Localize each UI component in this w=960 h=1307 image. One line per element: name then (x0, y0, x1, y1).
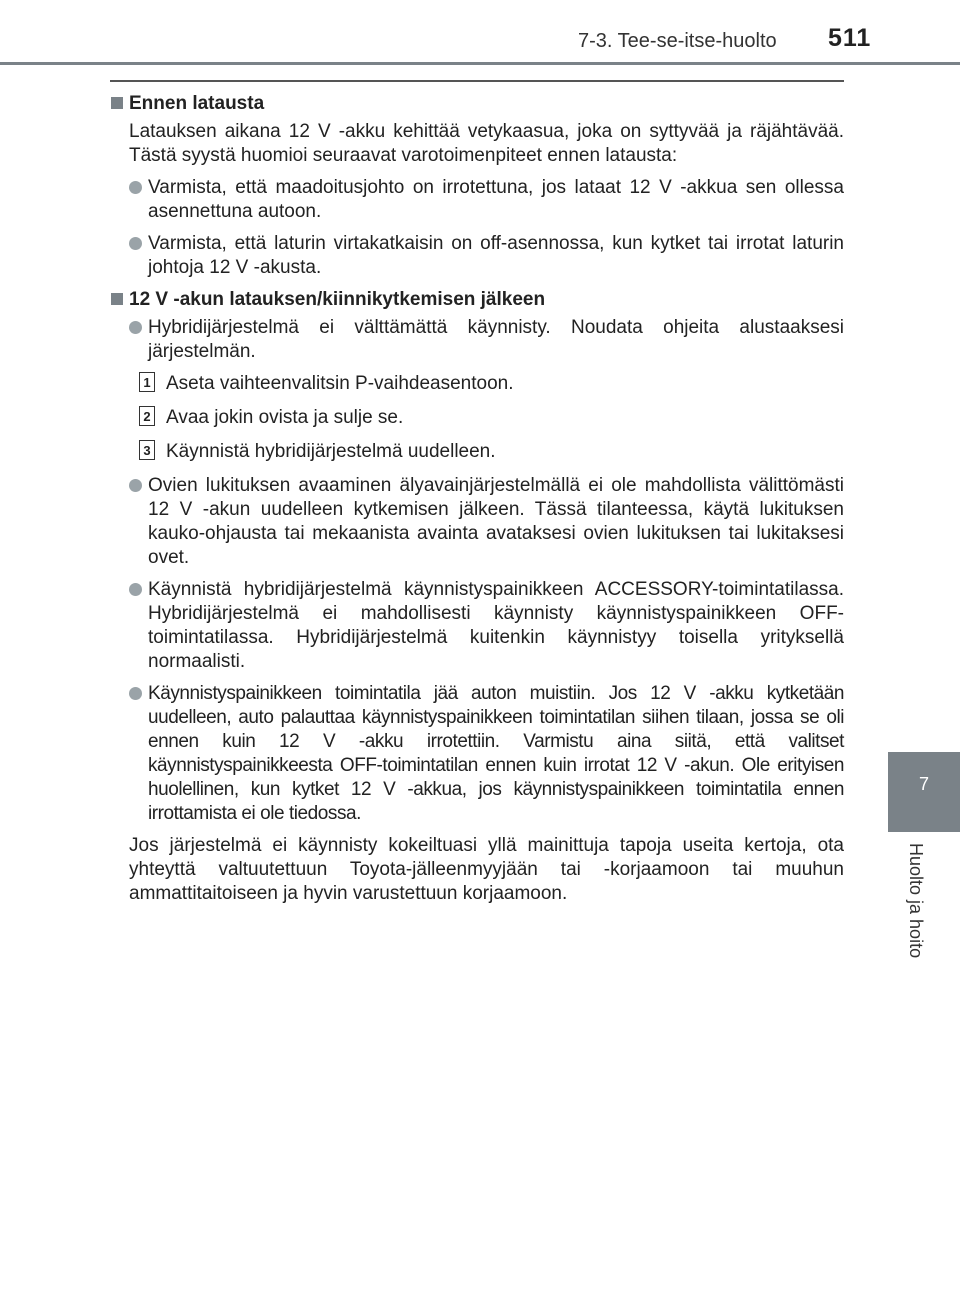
step-number-box: 2 (139, 406, 155, 426)
bullet-item (110, 682, 844, 826)
bullet-dot-icon (129, 181, 142, 194)
bullet-text: Varmista, että laturin virtakatkaisin on off-asennossa, kun kytket tai irrotat laturin johtoja 12 V -akusta. (148, 233, 844, 278)
page-number: 511 (828, 24, 872, 52)
step-text: Avaa jokin ovista ja sulje se. (166, 407, 404, 428)
step-item (110, 372, 844, 406)
bullet-text: Varmista, että maadoitusjohto on irrotettuna, jos lataat 12 V -akkua sen ollessa asennettuna autoon. (148, 177, 844, 222)
bullet-dot-icon (129, 687, 142, 700)
bullet-text: Ovien lukituksen avaaminen älyavainjärjestelmällä ei ole mahdollista välittömästi 12 V -akun uudelleen kytkemisen jälkeen. Tässä tilanteessa, käytä lukituksen kauko-ohjausta tai mekaanista avainta avataksesi ovien lukituksen tai lukitaksesi ovet. (148, 475, 844, 568)
bullet-item (110, 578, 844, 674)
step-item (110, 440, 844, 474)
page-content (110, 92, 844, 914)
bullet-item (110, 316, 844, 364)
section-intro: Latauksen aikana 12 V -akku kehittää vetykaasua, joka on syttyvää ja räjähtävää. Tästä syystä huomioi seuraavat varotoimenpiteet ennen latausta: (129, 121, 844, 166)
bullet-text: Käynnistä hybridijärjestelmä käynnistyspainikkeen ACCESSORY-toimintatilassa. Hybridijärjestelmä ei mahdollisesti käynnisty käynnistyspainikkeen OFF-toimintatilassa. Hybridijärjestelmä kuitenkin käynnistyy toisella yrityksellä normaalisti. (148, 579, 844, 672)
bullet-text: Käynnistyspainikkeen toimintatila jää auton muistiin. Jos 12 V -akku kytketään uudelleen, auto palauttaa käynnistyspainikkeen toimintatilan siihen tilaan, jossa se oli ennen kuin 12 V -akku irrotettiin. Varmistu aina siitä, että valitset käynnistyspainikkeesta OFF-toimintatilan ennen kuin irrotat 12 V -akun. Ole erityisen huolellinen, kun kytket 12 V -akkua, jos käynnistyspainikkeen toimintatila ennen irrottamista ei ole tiedossa. (148, 683, 844, 824)
bullet-text: Hybridijärjestelmä ei välttämättä käynnisty. Noudata ohjeita alustaaksesi järjestelmän. (148, 317, 844, 362)
chapter-side-tab[interactable] (888, 752, 960, 832)
bullet-dot-icon (129, 237, 142, 250)
step-item (110, 406, 844, 440)
step-text: Aseta vaihteenvalitsin P-vaihdeasentoon. (166, 373, 514, 394)
step-text: Käynnistä hybridijärjestelmä uudelleen. (166, 441, 496, 462)
header-section-title: 7-3. Tee-se-itse-huolto (578, 30, 777, 52)
step-number-box: 1 (139, 372, 155, 392)
closing-paragraph: Jos järjestelmä ei käynnisty kokeiltuasi yllä mainittuja tapoja useita kertoja, ota yhteyttä valtuutettuun Toyota-jälleenmyyjään tai -korjaamoon tai muuhun ammattitaitoiseen ja hyvin varustettuun korjaamoon. (129, 835, 844, 904)
steps-list (110, 372, 844, 474)
chapter-number: 7 (918, 774, 929, 794)
bullet-item (110, 176, 844, 224)
section-heading: Ennen latausta (110, 92, 844, 116)
content-top-rule (110, 80, 844, 82)
header-rule (0, 62, 960, 65)
bullet-dot-icon (129, 479, 142, 492)
bullet-dot-icon (129, 321, 142, 334)
bullet-dot-icon (129, 583, 142, 596)
chapter-side-label: Huolto ja hoito (906, 843, 926, 959)
bullet-item (110, 232, 844, 280)
bullet-item (110, 474, 844, 570)
step-number-box: 3 (139, 440, 155, 460)
section-heading: 12 V -akun latauksen/kiinnikytkemisen jälkeen (110, 288, 844, 312)
